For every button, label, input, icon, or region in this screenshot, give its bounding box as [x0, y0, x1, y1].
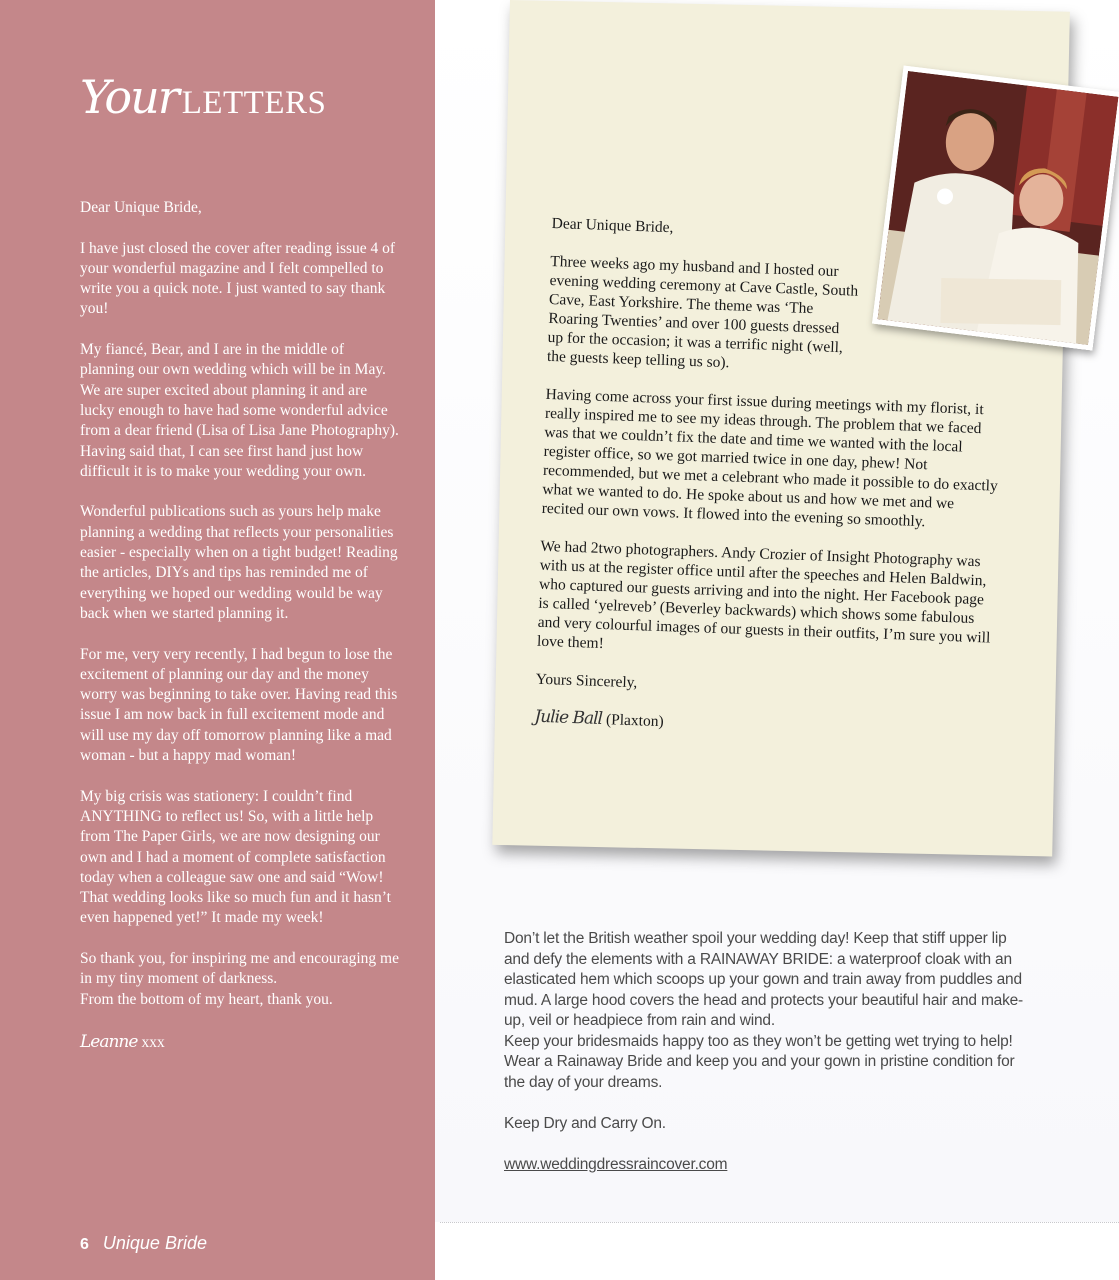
advert-tagline: Keep Dry and Carry On.	[504, 1114, 666, 1132]
advert-link[interactable]: www.weddingdressraincover.com	[504, 1155, 728, 1173]
advert-link-wrap	[504, 1155, 1024, 1176]
letter-signature	[534, 708, 989, 743]
letter-paragraph: For me, very very recently, I had begun to lose the excitement of planning our day and the money worry was beginning to take over. Having read this issue I am now back in full excitement mode and will use my day off tomorrow planning like a mad woman - but a happy mad woman!	[80, 645, 398, 765]
letter-paragraph: My fiancé, Bear, and I are in the middle of planning our own wedding which will be in May. We are super excited about planning it and are lucky enough to have had some wonderful advice from a dear friend (Lisa of Lisa Jane Photography). Having said that, I can see first hand just how difficult it is to make your wedding your own.	[80, 341, 399, 480]
title-caps: LETTERS	[181, 85, 327, 121]
rainaway-bride-advert	[504, 929, 1024, 1196]
letter-paragraph: Dear Unique Bride,	[80, 199, 202, 216]
letter-paragraph: I have just closed the cover after reading issue 4 of your wonderful magazine and I felt compelled to write you a quick note. I just wanted to say thank you!	[80, 239, 396, 318]
advert-text: Keep your bridesmaids happy too as they won’t be getting wet trying to help! Wear a Rainaway Bride and keep you and your gown in pristine condition for the day of your dreams.	[504, 1032, 1015, 1091]
signature-script: Leanne	[80, 1031, 138, 1052]
divider	[440, 1222, 1119, 1223]
closing-line: So thank you, for inspiring me and encouraging me in my tiny moment of darkness.	[80, 949, 399, 988]
title-script: Your	[80, 70, 178, 124]
letter-paragraph: Wonderful publications such as yours help make planning a wedding that reflects your personalities easier - especially when on a tight budget! Reading the articles, DIYs and tips has reminded me of everything we hoped our wedding would be way back when we started planning it.	[80, 503, 398, 622]
letter-signature	[80, 1032, 400, 1053]
signature-suffix: xxx	[141, 1033, 165, 1051]
magazine-name: Unique Bride	[102, 1233, 207, 1253]
signature-suffix: (Plaxton)	[605, 711, 664, 731]
closing-line: From the bottom of my heart, thank you.	[80, 990, 333, 1008]
letter-paragraph: Three weeks ago my husband and I hosted our evening wedding ceremony at Cave Castle, South Cave, East Yorkshire. The theme was ‘The Roaring Twenties’ and over 100 guests dressed up for the occasion; it was a terrific night (well, the guests keep telling us so).	[546, 252, 859, 372]
letter-closing: Yours Sincerely,	[535, 670, 638, 692]
reader-letter-leanne	[80, 198, 400, 1073]
page-number: 6	[80, 1236, 89, 1253]
page-footer	[80, 1233, 207, 1254]
letter-salutation: Dear Unique Bride,	[551, 214, 674, 237]
letter-paragraph: We had 2two photographers. Andy Crozier of Insight Photography was with us at the register office until after the speeches and Helen Baldwin, who captured our guests arriving and into the night. Her Facebook page is called ‘yelreveb’ (Beverley backwards) which shows some fabulous and very colourful images of our guests in their outfits, I’m sure you will love them!	[536, 537, 991, 653]
page-title	[80, 70, 326, 124]
wedding-couple-photo	[872, 65, 1119, 350]
letter-paragraph: Having come across your first issue during meetings with my florist, it really inspired me to see my ideas through. The problem that we faced was that we couldn’t fix the date and time we wanted with the local register office, so we got married twice in one day, phew! Not recommended, but we met a celebrant who made it possible to do exactly what we wanted to do. He spoke about us and how we met and we recited our own vows. It flowed into the evening so smoothly.	[541, 385, 999, 531]
left-sidebar	[0, 0, 435, 1280]
advert-paragraph	[504, 929, 1024, 1093]
advert-text: Don’t let the British weather spoil your wedding day! Keep that stiff upper lip and defy the elements with a RAINAWAY BRIDE: a waterproof cloak with an elasticated hem which scoops up your gown and train away from puddles and mud. A large hood covers the head and protects your beautiful hair and make-up, veil or headpiece from rain and wind.	[504, 930, 1024, 1029]
letter-closing	[80, 949, 400, 1010]
letter-paragraph: My big crisis was stationery: I couldn’t find ANYTHING to reflect us! So, with a little help from The Paper Girls, we are now designing our own and I had a moment of complete satisfaction today when a colleague saw one and said “Wow! That wedding looks like so much fun and it hasn’t even happened yet!” It made my week!	[80, 787, 391, 927]
signature-script: Julie Ball	[534, 706, 603, 730]
